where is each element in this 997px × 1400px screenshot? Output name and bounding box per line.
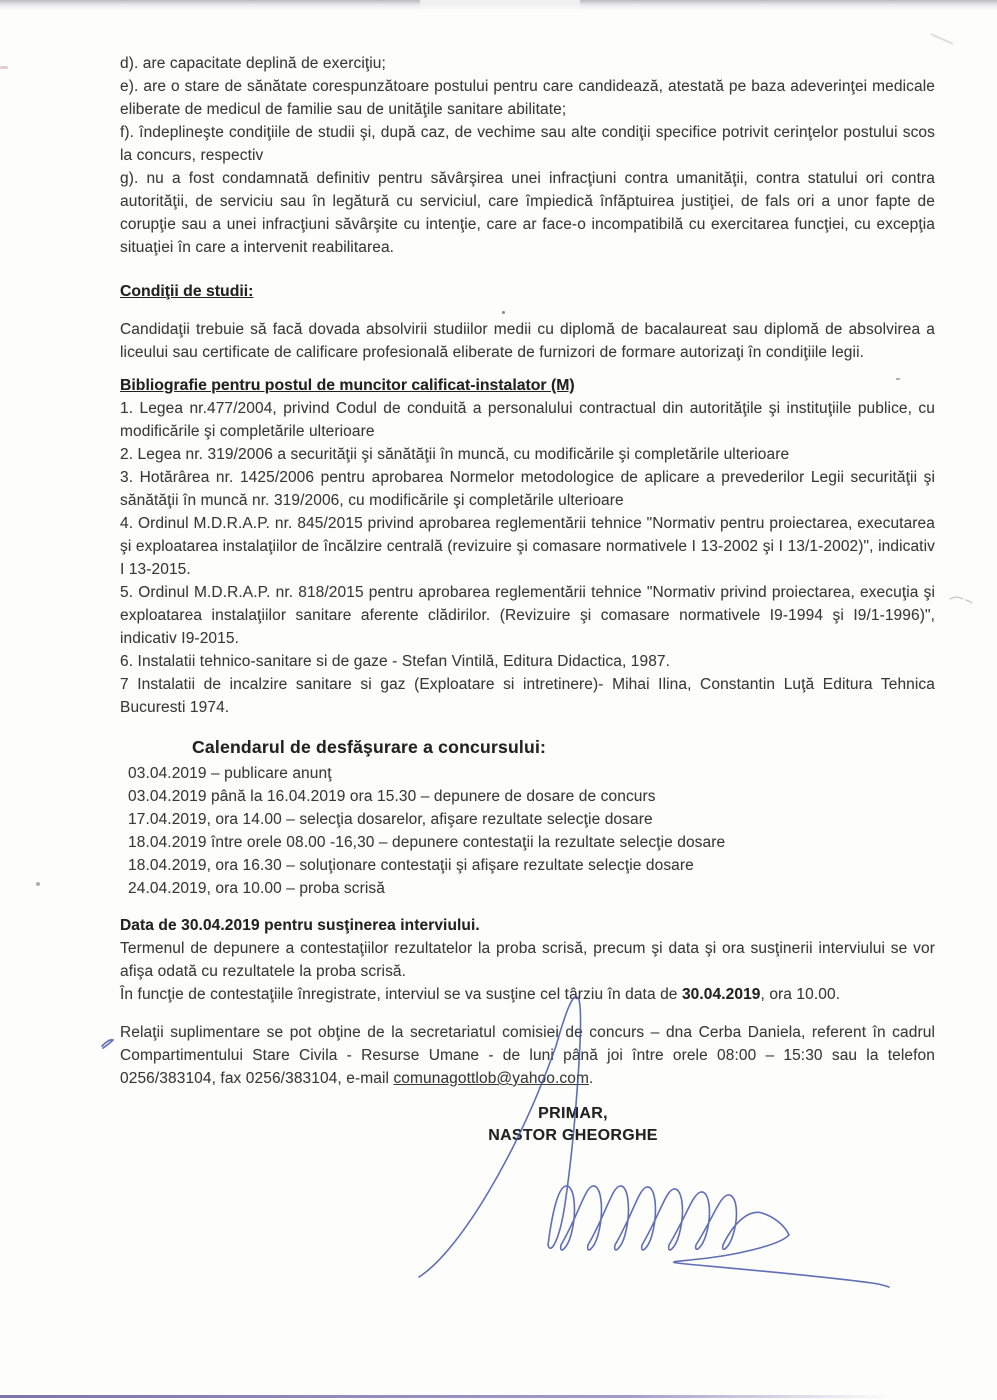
contact-email: comunagottlob@yahoo.com <box>393 1070 589 1087</box>
scan-speck <box>36 882 40 886</box>
calendar-item: 18.04.2019, ora 16.30 – soluţionare contestaţii şi afişare rezultate selecţie dosare <box>128 857 694 874</box>
bibliography-item: 4. Ordinul M.D.R.A.P. nr. 845/2015 privind aprobarea reglementării tehnice "Normativ pentru proiectarea, executarea şi exploatarea instalaţiilor de încălzire centrală (revizuire şi comasare normativele I 13-2002 şi I 13/1-2002)", indicativ I 13-2015. <box>120 515 935 578</box>
bibliography-heading: Bibliografie pentru postul de muncitor calificat-instalator (M) <box>120 377 575 394</box>
signer-name: NASTOR GHEORGHE <box>488 1127 658 1144</box>
contact-paragraph <box>120 1021 935 1090</box>
calendar-heading: Calendarul de desfăşurare a concursului: <box>192 737 547 757</box>
signature-block <box>423 1103 723 1147</box>
pen-tick-mark <box>102 1040 113 1048</box>
calendar-item: 24.04.2019, ora 10.00 – proba scrisă <box>128 880 385 897</box>
condition-item-d: d). are capacitate deplină de exerciţiu; <box>120 55 386 72</box>
calendar-item: 17.04.2019, ora 14.00 – selecţia dosarelor, afişare rezultate selecţie dosare <box>128 811 653 828</box>
scan-artifact-top-edge-highlight <box>420 0 580 10</box>
bibliography-item: 1. Legea nr.477/2004, privind Codul de conduită a personalului contractual din autorităţile şi instituţiile publice, cu modificările şi completările ulterioare <box>120 400 935 440</box>
contact-text: Relaţii suplimentare se pot obţine de la secretariatul comisiei de concurs – dna Cerba Daniela, referent în cadrul Compartimentului Stare Civila - Resurse Umane - de luni până joi între orele 08:00 – 15:30 sau la telefon 0256/383104, fax 0256/383104, e-mail <box>120 1024 935 1087</box>
calendar-item: 03.04.2019 până la 16.04.2019 ora 15.30 – depunere de dosare de concurs <box>128 788 656 805</box>
scan-speck <box>502 311 505 314</box>
studies-paragraph: Candidaţii trebuie să facă dovada absolvirii studiilor medii cu diplomă de bacalaureat sau diplomă de absolvirea a liceului sau certificate de calificare profesională eliberate de furnizori de formare autorizaţi în condiţiile legii. <box>120 321 935 361</box>
scan-artifact-bottom-edge <box>0 1395 892 1398</box>
interview-date-bold: 30.04.2019 <box>681 986 761 1003</box>
bibliography-item: 5. Ordinul M.D.R.A.P. nr. 818/2015 pentru aprobarea reglementării tehnice "Normativ privind proiectarea, execuţia şi exploatarea instalaţiilor sanitare aferente clădirilor. (Revizuire şi comasare normativele I9-1994 şi I9/1-1996)", indicativ I9-2015. <box>120 584 935 647</box>
studies-heading: Condiţii de studii: <box>120 283 254 300</box>
contact-period: . <box>588 1070 594 1087</box>
bibliography-item: 7 Instalatii de incalzire sanitare si gaz (Exploatare si intretinere)- Mihai Ilina, Constantin Luţă Editura Tehnica Bucuresti 1974. <box>120 676 935 716</box>
calendar-item: 03.04.2019 – publicare anunţ <box>128 765 332 782</box>
scan-artifact-top-right <box>931 33 954 45</box>
condition-item-f: f). îndeplineşte condiţiile de studii şi, după caz, de vechime sau alte condiţii specifice potrivit cerinţelor postului scos la concurs, respectiv <box>120 124 935 164</box>
interview-paragraph-1: Termenul de depunere a contestaţiilor rezultatelor la proba scrisă, precum şi data şi ora susţinerii interviului se vor afişa odată cu rezultatele la proba scrisă. <box>120 940 935 980</box>
calendar-item: 18.04.2019 între orele 08.00 -16,30 – depunere contestaţii la rezultate selecţie dosare <box>128 834 726 851</box>
interview-p2-text: În funcţie de contestaţiile înregistrate, interviul se va susţine cel târziu în data de <box>120 986 682 1003</box>
bibliography-item: 3. Hotărârea nr. 1425/2006 pentru aprobarea Normelor metodologice de aplicare a prevederilor Legii securităţii şi sănătăţii în muncă nr. 319/2006, cu modificările şi completările ulterioare <box>120 469 935 509</box>
scan-artifact-right-squiggle <box>950 597 972 603</box>
condition-item-g: g). nu a fost condamnată definitiv pentru săvârşirea unei infracţiuni contra umanităţii, contra statului ori contra autorităţii, de serviciu sau în legătură cu serviciul, care împiedică înfăptuirea justiţiei, de fals ori a unor fapte de corupţie sau a unei infracţiuni săvârşite cu intenţie, care ar face-o incompatibilă cu exercitarea funcţiei, cu excepţia situaţiei în care a intervenit reabilitarea. <box>120 170 935 256</box>
interview-heading: Data de 30.04.2019 pentru susţinerea interviului. <box>120 917 480 934</box>
bibliography-item: 6. Instalatii tehnico-sanitare si de gaze - Stefan Vintilă, Editura Didactica, 1987. <box>120 653 671 670</box>
interview-paragraph-2 <box>120 983 935 1006</box>
scan-speck <box>896 378 900 380</box>
interview-p2-tail: , ora 10.00. <box>760 986 841 1003</box>
bibliography-item: 2. Legea nr. 319/2006 a securităţii şi sănătăţii în muncă, cu modificările şi completările ulterioare <box>120 446 790 463</box>
scan-speck <box>0 66 8 69</box>
signer-title: PRIMAR, <box>538 1105 608 1122</box>
condition-item-e: e). are o stare de sănătate corespunzătoare postului pentru care candidează, atestată pe baza adeverinţei medicale eliberate de medicul de familie sau de unităţile sanitare abilitate; <box>120 78 935 118</box>
document-body <box>120 52 935 1147</box>
